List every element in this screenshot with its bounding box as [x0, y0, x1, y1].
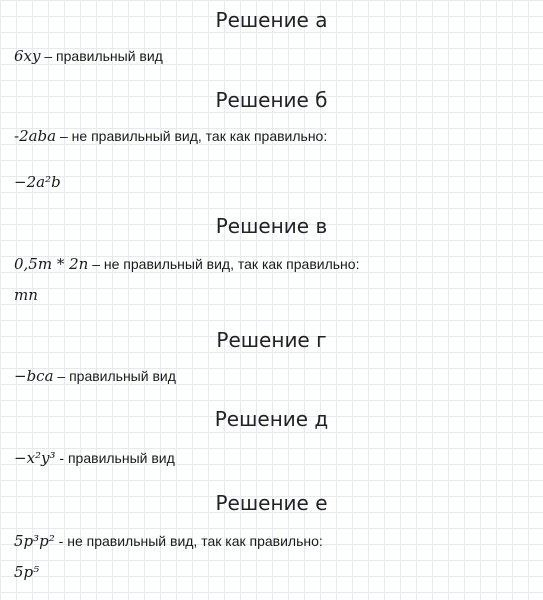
section-b-verdict: – не правильный вид, так как правильно:	[56, 128, 328, 144]
section-f-expression: 5p³p²	[14, 532, 55, 550]
section-a-statement	[14, 46, 163, 66]
section-c-title: Решение в	[215, 214, 328, 238]
section-f-title: Решение е	[215, 491, 328, 515]
section-b-answer: −2a²b	[14, 173, 61, 191]
section-b-answer-line	[14, 172, 61, 192]
section-d-expression: −bca	[14, 367, 54, 385]
section-b-statement	[14, 126, 327, 146]
section-f-answer-line	[14, 562, 39, 582]
section-d-title: Решение г	[216, 328, 327, 352]
section-e-statement	[14, 448, 175, 468]
section-f-verdict: - не правильный вид, так как правильно:	[54, 533, 323, 549]
section-c-expression: 0,5m * 2n	[14, 255, 89, 273]
section-e-title: Решение д	[214, 407, 329, 431]
section-e-expression: −x²y³	[14, 449, 56, 467]
section-a-title: Решение а	[215, 8, 328, 32]
section-c-statement	[14, 254, 359, 274]
section-c-answer: mn	[14, 286, 38, 304]
section-c-verdict: – не правильный вид, так как правильно:	[88, 256, 360, 272]
section-c-answer-line	[14, 285, 38, 305]
section-d-verdict: – правильный вид	[53, 368, 176, 384]
section-b-expression: -2aba	[14, 127, 57, 145]
section-f-answer: 5p⁵	[14, 563, 40, 581]
section-a-expression: 6xy	[14, 47, 41, 65]
section-a-verdict: – правильный вид	[40, 48, 163, 64]
section-b-title: Решение б	[215, 88, 328, 112]
section-d-statement	[14, 366, 176, 386]
section-e-verdict: - правильный вид	[55, 450, 175, 466]
section-f-statement	[14, 531, 323, 551]
